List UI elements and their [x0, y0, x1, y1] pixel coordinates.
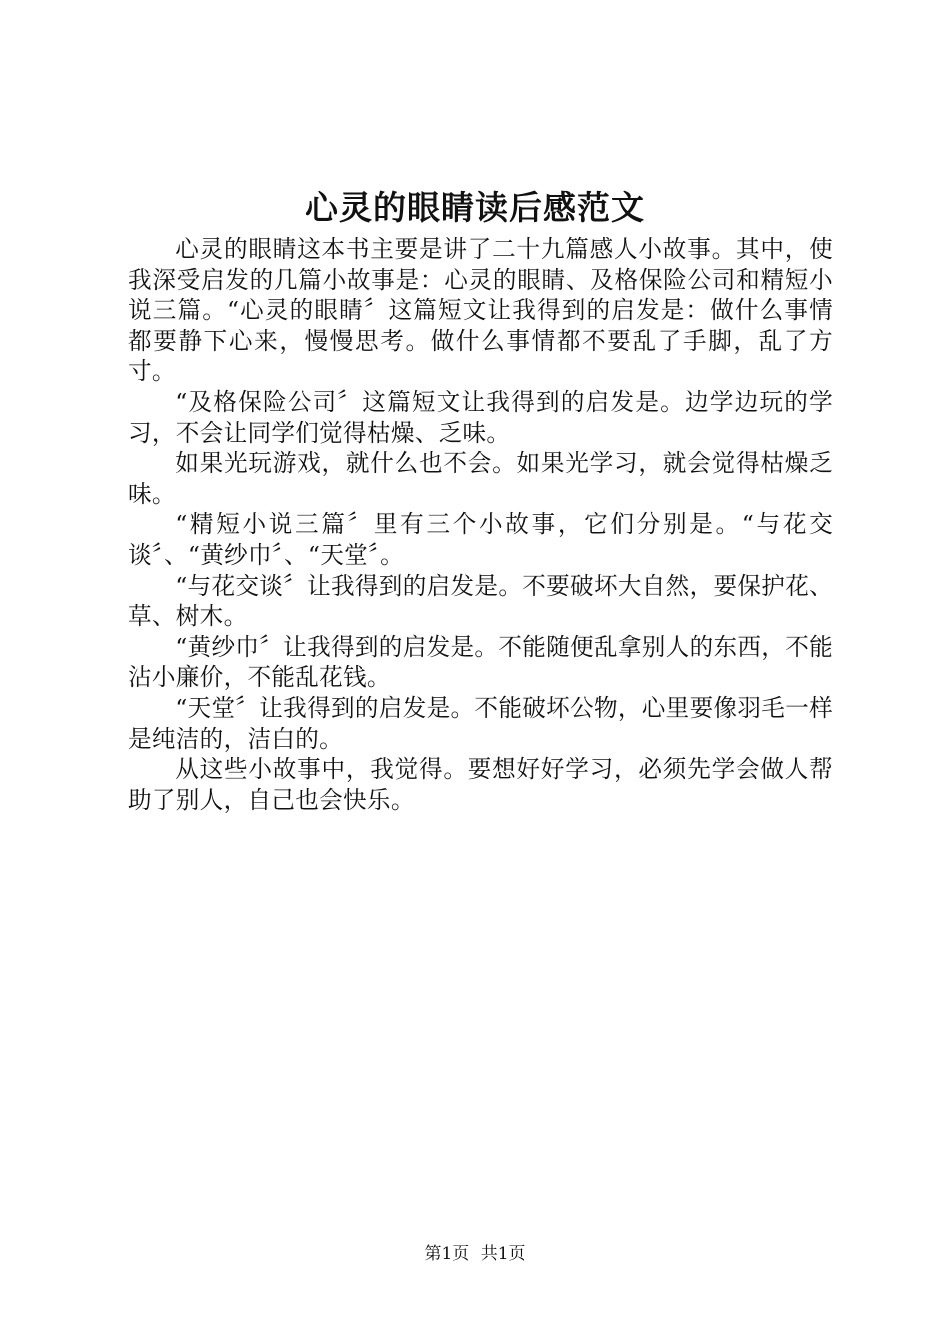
paragraph-5: “与花交谈〞让我得到的启发是。不要破坏大自然，要保护花、草、树木。 [128, 571, 833, 631]
document-title: 心灵的眼睛读后感范文 [305, 188, 645, 227]
page-footer: 第1页 共1页 [424, 1244, 526, 1264]
paragraph-4: “精短小说三篇〞里有三个小故事，它们分别是。“与花交谈〞、“黄纱巾〞、“天堂〞。 [128, 510, 833, 569]
document-body [128, 234, 833, 815]
paragraph-7: “天堂〞让我得到的启发是。不能破坏公物，心里要像羽毛一样是纯洁的，洁白的。 [128, 693, 833, 753]
paragraph-8: 从这些小故事中，我觉得。要想好好学习，必须先学会做人帮助了别人，自己也会快乐。 [128, 755, 833, 814]
paragraph-1: 心灵的眼睛这本书主要是讲了二十九篇感人小故事。其中，使我深受启发的几篇小故事是：心灵的眼睛、及格保险公司和精短小说三篇。“心灵的眼睛〞这篇短文让我得到的启发是：做什么事情都要静下心来，慢慢思考。做什么事情都不要乱了手脚，乱了方寸。 [128, 235, 833, 386]
paragraph-2: “及格保险公司〞这篇短文让我得到的启发是。边学边玩的学习，不会让同学们觉得枯燥、乏味。 [128, 387, 833, 447]
paragraph-6: “黄纱巾〞让我得到的启发是。不能随便乱拿别人的东西，不能沾小廉价，不能乱花钱。 [128, 632, 833, 692]
paragraph-3: 如果光玩游戏，就什么也不会。如果光学习，就会觉得枯燥乏味。 [128, 449, 833, 508]
